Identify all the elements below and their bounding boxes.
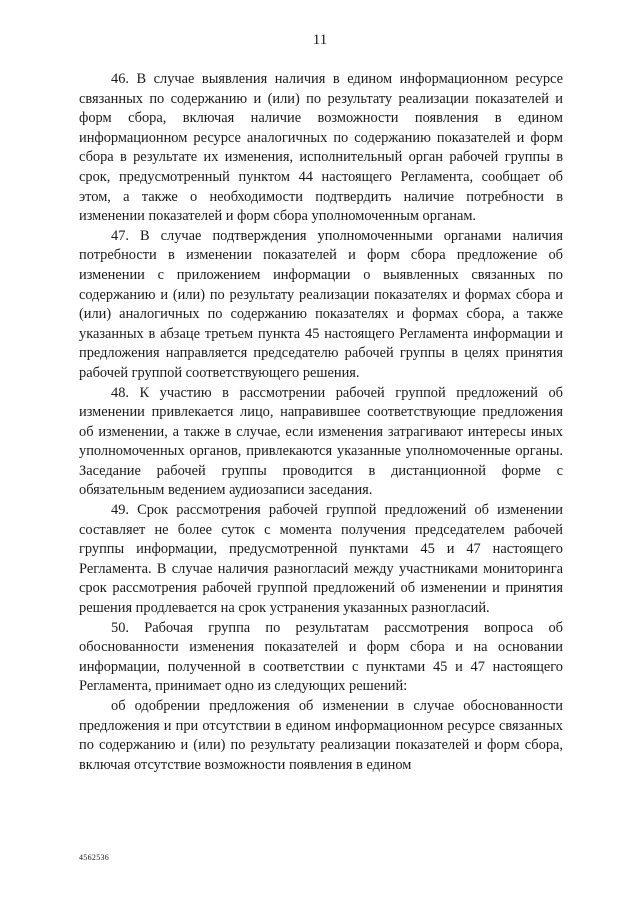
paragraph-50-option-approve: об одобрении предложения об изменении в случае обоснованности предложения и при отсутствии в едином информационном ресурсе связанных по содержанию и (или) по результату реализации показателей и форм сбора, включая отсутствие возможности появления в едином <box>79 698 563 773</box>
paragraph-49: 49. Срок рассмотрения рабочей группой предложений об изменении составляет не более суток с момента получения председателем рабочей группы информации, предусмотренной пунктами 45 и 47 настоящего Регламента. В случае наличия разногласий между участниками мониторинга срок рассмотрения рабочей группой предложений об изменении и принятия решения продлевается на срок устранения указанных разногласий. <box>79 502 563 617</box>
paragraph-46: 46. В случае выявления наличия в едином информационном ресурсе связанных по содержанию и (или) по результату реализации показателей и форм сбора, включая наличие возможности появления в едином информационном ресурсе аналогичных по содержанию показателей и форм сбора в результате их изменения, исполнительный орган рабочей группы в срок, предусмотренный пунктом 44 настоящего Регламента, сообщает об этом, а также о необходимости подтвердить наличие потребности в изменении показателей и форм сбора уполномоченным органам. <box>79 71 563 225</box>
page-number: 11 <box>312 32 328 48</box>
paragraph-50: 50. Рабочая группа по результатам рассмотрения вопроса об обоснованности изменения показателей и форм сбора и на основании информации, полученной в соответствии с пунктами 45 и 47 настоящего Регламента, принимает одно из следующих решений: <box>79 619 563 695</box>
document-code: 4562536 <box>79 853 110 862</box>
document-body <box>79 70 563 775</box>
paragraph-47: 47. В случае подтверждения уполномоченными органами наличия потребности в изменении показателей и форм сбора предложение об изменении с приложением информации о выявленных связанных по содержанию и (или) по результату реализации показателях и формах сбора и (или) аналогичных по содержанию показателях и формах сбора, а также указанных в абзаце третьем пункта 45 настоящего Регламента информации и предложения направляется председателю рабочей группы в целях принятия рабочей группой соответствующего решения. <box>79 227 563 381</box>
paragraph-48: 48. К участию в рассмотрении рабочей группой предложений об изменении привлекается лицо, направившее соответствующие предложения об изменении, а также в случае, если изменения затрагивают интересы иных уполномоченных органов, привлекаются указанные уполномоченные органы. Заседание рабочей группы проводится в дистанционной форме с обязательным ведением аудиозаписи заседания. <box>79 384 563 499</box>
